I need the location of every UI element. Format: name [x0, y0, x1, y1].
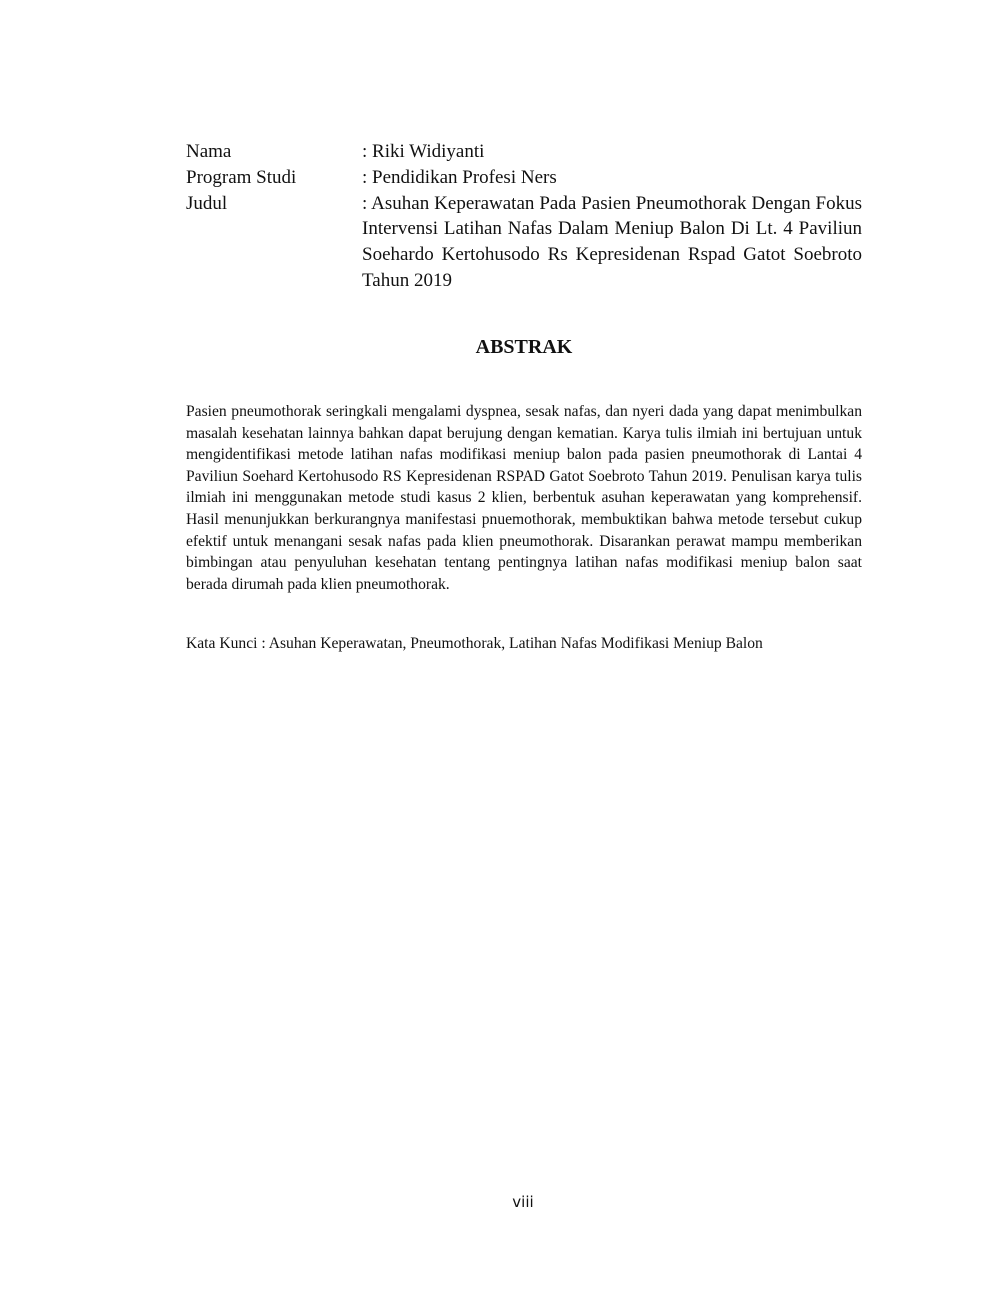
page-number: viii — [512, 1193, 534, 1211]
title-row — [186, 191, 862, 294]
thesis-title: : Asuhan Keperawatan Pada Pasien Pneumothorak Dengan Fokus Intervensi Latihan Nafas Dalam Meniup Balon Di Lt. 4 Paviliun Soehardo Kertohusodo Rs Kepresidenan Rspad Gatot Soebroto Tahun 2019 — [362, 192, 862, 291]
title-label: Judul — [186, 192, 228, 214]
identity-block — [186, 139, 862, 294]
keywords: Kata Kunci : Asuhan Keperawatan, Pneumothorak, Latihan Nafas Modifikasi Meniup Balon — [186, 635, 763, 652]
name-label: Nama — [186, 141, 232, 162]
program-value: : Pendidikan Profesi Ners — [362, 166, 557, 188]
program-row — [186, 165, 862, 191]
name-value: : Riki Widiyanti — [362, 141, 485, 162]
abstract-heading: ABSTRAK — [475, 336, 573, 358]
name-row — [186, 139, 862, 165]
program-label: Program Studi — [186, 166, 297, 188]
abstract-body: Pasien pneumothorak seringkali mengalami dyspnea, sesak nafas, dan nyeri dada yang dapat menimbulkan masalah kesehatan lainnya bahkan dapat berujung dengan kematian. Karya tulis ilmiah ini bertujuan untuk mengidentifikasi metode latihan nafas modifikasi meniup balon pada pasien pneumothorak di Lantai 4 Paviliun Soehard Kertohusodo RS Kepresidenan RSPAD Gatot Soebroto Tahun 2019. Penulisan karya tulis ilmiah ini menggunakan metode studi kasus 2 klien, berbentuk asuhan keperawatan yang komprehensif. Hasil menunjukkan berkurangnya manifestasi pnuemothorak, membuktikan bahwa metode tersebut cukup efektif untuk menangani sesak nafas pada klien pneumothorak. Disarankan perawat mampu memberikan bimbingan atau penyuluhan kesehatan tentang pentingnya latihan nafas modifikasi meniup balon saat berada dirumah pada klien pneumothorak. — [186, 403, 862, 593]
